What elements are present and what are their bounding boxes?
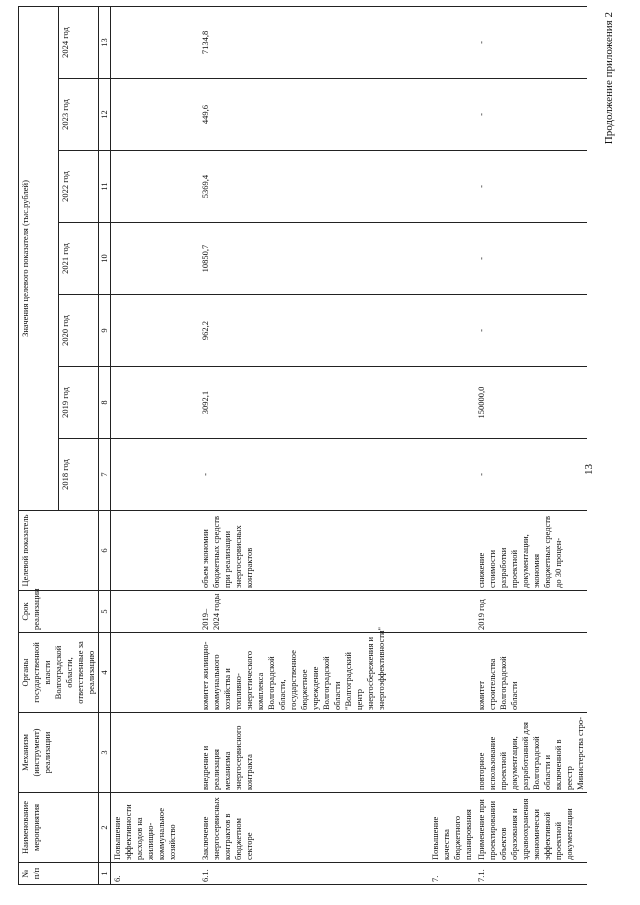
row-term xyxy=(429,591,475,633)
column-number: 1 xyxy=(99,863,111,885)
header-year: 2023 год xyxy=(59,79,99,151)
continuation-title: Продолжение приложения 2 xyxy=(603,12,615,145)
row-value: 962,2 xyxy=(199,295,429,367)
row-number: 7. xyxy=(429,863,475,885)
row-bodies: комитет строительства Волгоградской области xyxy=(475,633,587,713)
row-value: 449,6 xyxy=(199,79,429,151)
row-value xyxy=(429,295,475,367)
column-number: 10 xyxy=(99,223,111,295)
row-target: объем экономии бюджетных средств при реализации энергосервисных контрактов xyxy=(199,511,429,591)
row-value xyxy=(111,439,199,511)
row-value: - xyxy=(475,151,587,223)
header-year: 2022 год xyxy=(59,151,99,223)
header-year: 2019 год xyxy=(59,367,99,439)
header-mechanism: Механизм (инструмент) реализации xyxy=(19,713,99,793)
header-no: № п/п xyxy=(19,863,99,885)
row-term xyxy=(111,591,199,633)
column-number: 12 xyxy=(99,79,111,151)
row-bodies xyxy=(429,633,475,713)
column-number: 8 xyxy=(99,367,111,439)
row-value: 7134,8 xyxy=(199,6,429,78)
row-name: Повышение качества бюджетного планирования xyxy=(429,793,475,863)
header-values-group: Значения целевого показателя (тыс.рублей) xyxy=(19,6,59,510)
header-year: 2020 год xyxy=(59,295,99,367)
column-number: 3 xyxy=(99,713,111,793)
column-number: 6 xyxy=(99,511,111,591)
row-value: - xyxy=(199,439,429,511)
row-value: - xyxy=(475,79,587,151)
column-number: 9 xyxy=(99,295,111,367)
column-number: 2 xyxy=(99,793,111,863)
row-value: - xyxy=(475,439,587,511)
row-number: 7.1. xyxy=(475,863,587,885)
row-term: 2019 год xyxy=(475,591,587,633)
row-value xyxy=(111,6,199,78)
row-target xyxy=(111,511,199,591)
column-number: 5 xyxy=(99,591,111,633)
row-value: 10850,7 xyxy=(199,223,429,295)
row-value xyxy=(111,295,199,367)
row-mechanism: повторное использование проектной документации, разработанной для Волгоградской области и включенной в реестр Министерства стро- xyxy=(475,713,587,793)
row-value xyxy=(111,223,199,295)
table-row xyxy=(429,6,475,884)
row-name: Заключение энергосервисных контрактов в бюджетном секторе xyxy=(199,793,429,863)
row-value: 150000,0 xyxy=(475,367,587,439)
header-bodies: Органы государственной власти Волгоградской области, ответственные за реализацию xyxy=(19,633,99,713)
row-value xyxy=(111,151,199,223)
row-name: Повышение эффективности расходов на жилищно-коммунальное хозяйство xyxy=(111,793,199,863)
row-value: 3092,1 xyxy=(199,367,429,439)
targets-table xyxy=(18,6,587,885)
table-row xyxy=(199,6,429,884)
row-value: - xyxy=(475,223,587,295)
column-number: 4 xyxy=(99,633,111,713)
row-value xyxy=(429,6,475,78)
row-bodies xyxy=(111,633,199,713)
row-value: - xyxy=(475,295,587,367)
column-number: 11 xyxy=(99,151,111,223)
header-target: Целевой показатель xyxy=(19,511,99,591)
header-year: 2021 год xyxy=(59,223,99,295)
row-value xyxy=(111,367,199,439)
row-value xyxy=(429,151,475,223)
column-number: 13 xyxy=(99,6,111,78)
row-target: снижение стоимости разработки проектной документации, экономия бюджетных средств до 30 процен- xyxy=(475,511,587,591)
row-value xyxy=(429,223,475,295)
header-name: Наименование мероприятия xyxy=(19,793,99,863)
row-mechanism xyxy=(111,713,199,793)
row-term: 2019–2024 годы xyxy=(199,591,429,633)
row-value: 5369,4 xyxy=(199,151,429,223)
row-target xyxy=(429,511,475,591)
row-value xyxy=(429,367,475,439)
row-value: - xyxy=(475,6,587,78)
row-bodies: комитет жилищно-коммунального хозяйства и топливно-энергетического комплекса Волгоградской области, государственное бюджетное учреждение Волгоградской области "Волгоградский центр энергосбережения и энергоэффективности" xyxy=(199,633,429,713)
table-row xyxy=(475,6,587,884)
row-number: 6. xyxy=(111,863,199,885)
row-mechanism xyxy=(429,713,475,793)
row-number: 6.1. xyxy=(199,863,429,885)
page-number: 13 xyxy=(583,464,595,475)
header-term: Срок реализации xyxy=(19,591,99,633)
column-numbers-row xyxy=(99,6,111,884)
header-year: 2024 год xyxy=(59,6,99,78)
row-value xyxy=(429,79,475,151)
header-year: 2018 год xyxy=(59,439,99,511)
row-value xyxy=(429,439,475,511)
row-mechanism: внедрение и реализация механизма энергосервисного контракта xyxy=(199,713,429,793)
table-row xyxy=(111,6,199,884)
column-number: 7 xyxy=(99,439,111,511)
row-name: Применение при проектировании объектов образования и здравоохранения экономически эффективной проектной документации xyxy=(475,793,587,863)
row-value xyxy=(111,79,199,151)
